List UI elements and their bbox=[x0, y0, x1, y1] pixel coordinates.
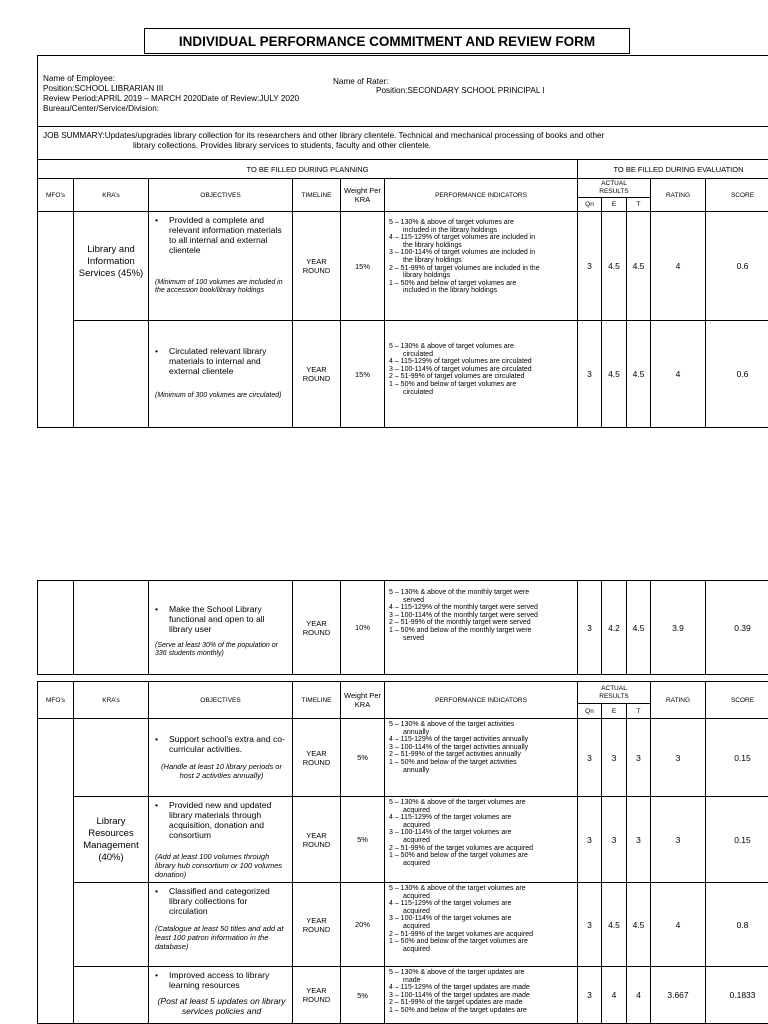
mfo-cell bbox=[37, 580, 74, 675]
qn-header: Qn bbox=[577, 703, 602, 719]
objective-cell bbox=[148, 882, 293, 967]
weight-header: Weight Per KRA bbox=[340, 178, 385, 212]
mfo-header: MFO’s bbox=[37, 681, 74, 719]
t-header: T bbox=[626, 703, 651, 719]
rating-header: RATING bbox=[650, 178, 706, 212]
pi-cell bbox=[384, 882, 578, 967]
review-period: Review Period:APRIL 2019 – MARCH 2020Date of Review:JULY 2020 bbox=[43, 94, 300, 103]
pi-line: 2 – 51-99% of the target activities annually bbox=[389, 751, 521, 759]
qn-cell: 3 bbox=[577, 718, 602, 797]
pi-line: 3 – 100-114% of the target updates are made bbox=[389, 991, 530, 999]
pi-line: 3 – 100-114% of the target volumes are bbox=[389, 915, 512, 923]
pi-line: 2 – 51-99% of the target updates are made bbox=[389, 999, 523, 1007]
weight-cell: 5% bbox=[340, 718, 385, 797]
pi-cell bbox=[384, 211, 578, 321]
rating-cell: 4 bbox=[650, 320, 706, 428]
pi-line: library holdings bbox=[403, 272, 451, 280]
pi-line: 3 – 100-114% of target volumes are included in bbox=[389, 249, 536, 257]
rating-cell: 4 bbox=[650, 882, 706, 967]
form-title: INDIVIDUAL PERFORMANCE COMMITMENT AND REVIEW FORM bbox=[144, 28, 630, 54]
pi-line: acquired bbox=[403, 836, 430, 844]
qn-cell: 3 bbox=[577, 320, 602, 428]
pi-line: circulated bbox=[403, 388, 433, 396]
bullet-icon: • bbox=[155, 970, 159, 980]
timeline-header: TIMELINE bbox=[292, 178, 341, 212]
score-cell: 0.15 bbox=[705, 718, 768, 797]
pi-line: 4 – 115-129% of target volumes are circulated bbox=[389, 358, 532, 366]
pi-header: PERFORMANCE INDICATORS bbox=[384, 178, 578, 212]
t-cell: 4 bbox=[626, 966, 651, 1024]
weight-cell: 20% bbox=[340, 882, 385, 967]
pi-line: included in the library holdings bbox=[403, 226, 498, 234]
bullet-icon: • bbox=[155, 800, 159, 810]
e-cell: 4.5 bbox=[601, 882, 627, 967]
pi-cell bbox=[384, 320, 578, 428]
pi-line: 3 – 100-114% of the target activities annually bbox=[389, 743, 529, 751]
pi-line: served bbox=[403, 634, 425, 642]
objective-note: (Minimum of 100 volumes are included in the accession book/library holdings bbox=[155, 279, 283, 294]
form-section-1 bbox=[37, 55, 768, 428]
objective-note: (Add at least 100 volumes through library hub consortium or 100 volumes donation) bbox=[155, 852, 283, 879]
pi-line: acquired bbox=[403, 922, 430, 930]
pi-line: included in the library holdings bbox=[403, 287, 498, 295]
weight-cell: 5% bbox=[340, 966, 385, 1024]
employee-name-label: Name of Employee: bbox=[43, 74, 115, 83]
weight-cell: 15% bbox=[340, 211, 385, 321]
pi-line: 4 – 115-129% of the target volumes are bbox=[389, 814, 512, 822]
pi-line: made bbox=[403, 976, 421, 984]
pi-line: 1 – 50% and below of target volumes are bbox=[389, 279, 517, 287]
t-cell: 3 bbox=[626, 796, 651, 883]
objective-note: (Catalogue at least 50 titles and add at least 100 patron information in the database) bbox=[155, 924, 284, 951]
pi-line: 5 – 130% & above of the target volumes are bbox=[389, 885, 526, 892]
pi-line: acquired bbox=[403, 945, 430, 953]
rating-cell: 4 bbox=[650, 211, 706, 321]
pi-line: 2 – 51-99% of target volumes are included in the bbox=[389, 264, 540, 272]
bullet-icon: • bbox=[155, 886, 159, 896]
job-summary-line1: JOB SUMMARY:Updates/upgrades library collection for its researchers and other library clientele. Technical and mechanical processing of books and other bbox=[43, 131, 605, 140]
timeline-cell: YEAR ROUND bbox=[292, 882, 341, 967]
rating-cell: 3 bbox=[650, 718, 706, 797]
job-summary-line2: library collections. Provides library services to students, faculty and other clientele. bbox=[133, 141, 432, 150]
pi-line: 3 – 100-114% of the target volumes are bbox=[389, 829, 512, 837]
qn-cell: 3 bbox=[577, 796, 602, 883]
qn-header: Qn bbox=[577, 197, 602, 212]
kra-cell-empty bbox=[73, 718, 149, 797]
objectives-header: OBJECTIVES bbox=[148, 178, 293, 212]
qn-cell: 3 bbox=[577, 966, 602, 1024]
kra-cell-empty bbox=[73, 320, 149, 428]
e-header: E bbox=[601, 703, 627, 719]
pi-line: 4 – 115-129% of the monthly target were served bbox=[389, 604, 538, 612]
objective-text: Improved access to library learning resources bbox=[169, 970, 270, 990]
pi-line: 1 – 50% and below of the target volumes are bbox=[389, 938, 528, 946]
objective-cell bbox=[148, 718, 293, 797]
kra-library-resources: Library Resources Management (40%) bbox=[73, 796, 149, 883]
score-cell: 0.39 bbox=[705, 580, 768, 675]
objectives-header: OBJECTIVES bbox=[148, 681, 293, 719]
t-cell: 4.5 bbox=[626, 580, 651, 675]
kra-cell-empty bbox=[73, 580, 149, 675]
pi-line: 3 – 100-114% of target volumes are circulated bbox=[389, 365, 532, 373]
kra-library-information: Library and Information Services (45%) bbox=[78, 244, 144, 279]
form-section-2 bbox=[37, 580, 768, 1024]
mfo-header: MFO’s bbox=[37, 178, 74, 212]
actual-results-header: ACTUAL RESULTS bbox=[577, 178, 651, 198]
rating-header: RATING bbox=[650, 681, 706, 719]
score-cell: 0.15 bbox=[705, 796, 768, 883]
qn-cell: 3 bbox=[577, 580, 602, 675]
objective-note: (Serve at least 30% of the population or 336 students monthly) bbox=[155, 642, 278, 657]
actual-results-header: ACTUAL RESULTS bbox=[577, 681, 651, 704]
pi-line: 5 – 130% & above of the target activities bbox=[389, 721, 515, 728]
pi-line: 3 – 100-114% of the monthly target were served bbox=[389, 611, 538, 619]
weight-cell: 15% bbox=[340, 320, 385, 428]
e-header: E bbox=[601, 197, 627, 212]
pi-line: annually bbox=[403, 728, 430, 736]
score-cell: 0.6 bbox=[705, 211, 768, 321]
timeline-cell: YEAR ROUND bbox=[292, 580, 341, 675]
score-cell: 0.6 bbox=[705, 320, 768, 428]
pi-line: 4 – 115-129% of target volumes are included in bbox=[389, 234, 536, 242]
qn-cell: 3 bbox=[577, 211, 602, 321]
pi-line: 2 – 51-99% of the monthly target were served bbox=[389, 619, 531, 627]
bullet-icon: • bbox=[155, 346, 159, 356]
pi-line: 4 – 115-129% of the target updates are made bbox=[389, 984, 530, 992]
pi-line: acquired bbox=[403, 907, 430, 915]
kra-cell bbox=[73, 211, 149, 321]
score-header: SCORE bbox=[705, 681, 768, 719]
kra-cell-empty bbox=[73, 882, 149, 967]
objective-cell bbox=[148, 796, 293, 883]
pi-line: 5 – 130% & above of the target volumes are bbox=[389, 799, 526, 806]
e-cell: 4 bbox=[601, 966, 627, 1024]
objective-cell bbox=[148, 580, 293, 675]
pi-cell bbox=[384, 796, 578, 883]
weight-header: Weight Per KRA bbox=[340, 681, 385, 719]
pi-line: the library holdings bbox=[403, 256, 462, 264]
mfo-cell bbox=[37, 211, 74, 428]
objective-text: Provided new and updated library materials through acquisition, donation and consortium bbox=[169, 800, 272, 840]
e-cell: 3 bbox=[601, 718, 627, 797]
rating-cell: 3 bbox=[650, 796, 706, 883]
e-cell: 4.5 bbox=[601, 320, 627, 428]
weight-cell: 5% bbox=[340, 796, 385, 883]
objective-text: Classified and categorized library collections for circulation bbox=[169, 886, 270, 916]
objective-text: Support school’s extra and co-curricular activities. bbox=[169, 734, 285, 754]
pi-line: served bbox=[403, 596, 425, 604]
evaluation-header: TO BE FILLED DURING EVALUATION bbox=[577, 159, 768, 179]
objective-note: (Post at least 5 updates on library services policies and bbox=[157, 996, 286, 1016]
pi-cell bbox=[384, 966, 578, 1024]
e-cell: 4.2 bbox=[601, 580, 627, 675]
e-cell: 3 bbox=[601, 796, 627, 883]
pi-cell bbox=[384, 580, 578, 675]
bureau-label: Bureau/Center/Service/Division: bbox=[43, 104, 160, 113]
objective-cell bbox=[148, 211, 293, 321]
score-header: SCORE bbox=[705, 178, 768, 212]
timeline-cell: YEAR ROUND bbox=[292, 796, 341, 883]
pi-line: 1 – 50% and below of the target volumes are bbox=[389, 852, 528, 860]
pi-line: annually bbox=[403, 766, 430, 774]
employee-position: Position:SCHOOL LIBRARIAN III bbox=[43, 84, 164, 93]
timeline-cell: YEAR ROUND bbox=[292, 718, 341, 797]
t-cell: 4.5 bbox=[626, 320, 651, 428]
pi-line: 5 – 130% & above of the target updates are bbox=[389, 969, 525, 976]
pi-line: acquired bbox=[403, 806, 430, 814]
mfo-cell bbox=[37, 718, 74, 1024]
t-cell: 4.5 bbox=[626, 211, 651, 321]
pi-line: the library holdings bbox=[403, 241, 462, 249]
timeline-header: TIMELINE bbox=[292, 681, 341, 719]
t-cell: 3 bbox=[626, 718, 651, 797]
employee-info bbox=[37, 55, 768, 127]
timeline-cell: YEAR ROUND bbox=[292, 320, 341, 428]
pi-line: 5 – 130% & above of the monthly target were bbox=[389, 589, 530, 596]
rater-name-label: Name of Rater: bbox=[333, 77, 389, 86]
timeline-cell: YEAR ROUND bbox=[292, 966, 341, 1024]
pi-line: circulated bbox=[403, 350, 433, 358]
objective-cell bbox=[148, 320, 293, 428]
bullet-icon: • bbox=[155, 604, 159, 614]
pi-line: acquired bbox=[403, 859, 430, 867]
e-cell: 4.5 bbox=[601, 211, 627, 321]
rater-position: Position:SECONDARY SCHOOL PRINCIPAL I bbox=[376, 86, 545, 95]
pi-line: 2 – 51-99% of the target volumes are acquired bbox=[389, 930, 533, 938]
pi-line: 2 – 51-99% of target volumes are circulated bbox=[389, 373, 525, 381]
t-cell: 4.5 bbox=[626, 882, 651, 967]
pi-line: 4 – 115-129% of the target activities annually bbox=[389, 736, 529, 744]
bullet-icon: • bbox=[155, 734, 159, 744]
kra-header: KRA’s bbox=[73, 681, 149, 719]
pi-line: 1 – 50% and below of target volumes are bbox=[389, 380, 517, 388]
objective-note: (Handle at least 10 library periods or host 2 activities annually) bbox=[161, 762, 282, 780]
pi-line: 1 – 50% and below of the target updates are bbox=[389, 1006, 527, 1014]
job-summary bbox=[37, 126, 768, 160]
pi-line: 1 – 50% and below of the target activities bbox=[389, 758, 517, 766]
planning-header: TO BE FILLED DURING PLANNING bbox=[37, 159, 578, 179]
pi-line: 4 – 115-129% of the target volumes are bbox=[389, 900, 512, 908]
pi-line: 2 – 51-99% of the target volumes are acquired bbox=[389, 844, 533, 852]
pi-header: PERFORMANCE INDICATORS bbox=[384, 681, 578, 719]
rating-cell: 3.667 bbox=[650, 966, 706, 1024]
kra-header: KRA’s bbox=[73, 178, 149, 212]
score-cell: 0.8 bbox=[705, 882, 768, 967]
qn-cell: 3 bbox=[577, 882, 602, 967]
score-cell: 0.1833 bbox=[705, 966, 768, 1024]
pi-line: 5 – 130% & above of target volumes are bbox=[389, 219, 514, 226]
pi-cell bbox=[384, 718, 578, 797]
pi-line: 1 – 50% and below of the monthly target were bbox=[389, 626, 532, 634]
objective-note: (Minimum of 300 volumes are circulated) bbox=[155, 392, 282, 399]
timeline-cell: YEAR ROUND bbox=[292, 211, 341, 321]
weight-cell: 10% bbox=[340, 580, 385, 675]
objective-text: Make the School Library functional and open to all library user bbox=[169, 604, 265, 634]
pi-line: 5 – 130% & above of target volumes are bbox=[389, 343, 514, 350]
bullet-icon: • bbox=[155, 215, 159, 225]
objective-text: Circulated relevant library materials to internal and external clientele bbox=[169, 346, 267, 376]
pi-line: acquired bbox=[403, 892, 430, 900]
kra-cell-empty bbox=[73, 966, 149, 1024]
objective-cell bbox=[148, 966, 293, 1024]
t-header: T bbox=[626, 197, 651, 212]
objective-text: Provided a complete and relevant information materials to all internal and external clientele bbox=[169, 215, 282, 255]
rating-cell: 3.9 bbox=[650, 580, 706, 675]
pi-line: acquired bbox=[403, 821, 430, 829]
